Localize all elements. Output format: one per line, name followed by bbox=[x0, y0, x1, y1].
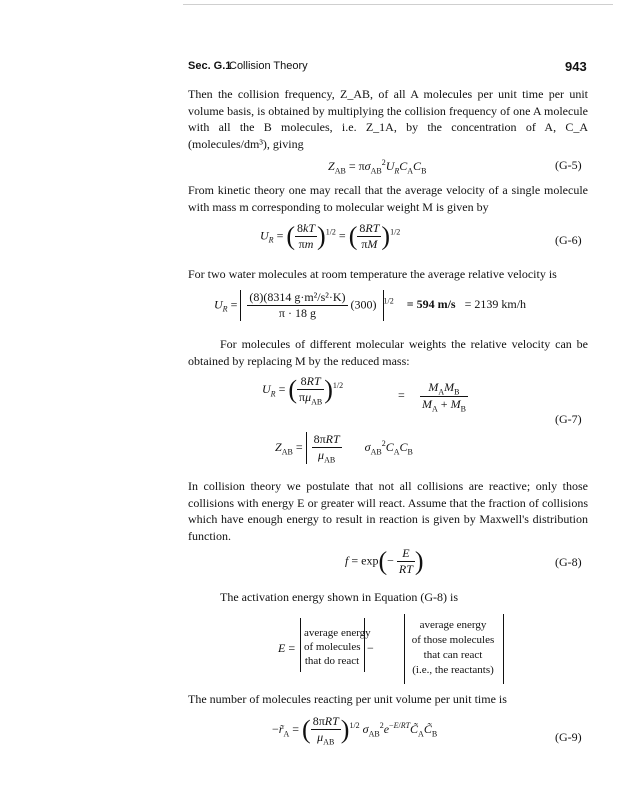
running-title: Collision Theory bbox=[229, 60, 308, 72]
top-rule bbox=[183, 4, 613, 5]
equation-g7-velocity: $U_R$ = ( $\frac{8RT}{\pi\mu_{AB}}$ )$^{1/2}$ bbox=[262, 374, 344, 407]
energy-left-block bbox=[304, 626, 371, 668]
equation-g7-reduced-mass: $\frac{M_AM_B}{M_A + M_B}$ bbox=[422, 380, 466, 414]
equation-number-g5: (G-5) bbox=[555, 158, 582, 172]
energy-right-line-4: (i.e., the reactants) bbox=[412, 664, 494, 676]
equals-sign: = bbox=[398, 388, 405, 402]
paragraph-reaction-rate: The number of molecules reacting per unit volume per unit time is bbox=[188, 692, 507, 706]
energy-left-line-2: of molecules bbox=[304, 641, 361, 653]
energy-left-line-3: that do react bbox=[304, 655, 360, 667]
equation-water-velocity: $U_R$ = $\frac{\text{(8)(8314 g·m²/s²·K)}}{\pi \cdot 18 g}$ (300) $^{1/2}$ = 594 m/s = 2139 km/h bbox=[214, 290, 527, 320]
equation-number-g7: (G-7) bbox=[555, 412, 582, 426]
paragraph-collision-theory: In collision theory we postulate that not all collisions are reactive; only those collisions with energy E or greater will react. Assume that the fraction of collisions which have enough energy to result in reaction is given by Maxwell's distribution function. bbox=[188, 479, 588, 543]
energy-right-line-2: of those molecules bbox=[411, 634, 495, 646]
water-result-kmh: = 2139 km/h bbox=[464, 297, 527, 312]
water-calc-denominator: π · 18 g bbox=[278, 306, 316, 320]
section-label: Sec. G.1 bbox=[188, 60, 232, 72]
energy-right-block bbox=[404, 618, 502, 678]
equation-g8: f = exp(− $\frac{E}{RT}$ ) bbox=[345, 546, 424, 576]
equation-g5: $Z_{AB} = \pi\sigma_{AB}^2U_RC_AC_B$ bbox=[328, 158, 427, 176]
equation-g6: $U_R$ = ( $\frac{8kT}{\pi m}$ )$^{1/2}$ = ( $\frac{8RT}{\pi M}$ )$^{1/2}$ bbox=[260, 221, 401, 251]
energy-right-line-3: that can react bbox=[423, 649, 483, 661]
paragraph-collision-frequency: Then the collision frequency, Z_AB, of all A molecules per unit time per unit volume basis, is obtained by multiplying the collision frequency of one A molecule with all the B molecules, i.e. Z_1A, by the concentration of A, C_A (molecules/dm³), giving bbox=[188, 87, 588, 151]
energy-symbol: E = bbox=[278, 641, 296, 655]
paragraph-water-velocity: For two water molecules at room temperature the average relative velocity is bbox=[188, 267, 557, 281]
paragraph-activation-energy: The activation energy shown in Equation (G-8) is bbox=[220, 590, 459, 604]
water-calc-temperature: (300) bbox=[350, 297, 377, 312]
page-number: 943 bbox=[565, 59, 587, 74]
energy-right-line-1: average energy bbox=[419, 619, 487, 631]
equation-number-g9: (G-9) bbox=[555, 730, 582, 744]
energy-left-line-1: average energy bbox=[304, 627, 371, 639]
water-calc-numerator: (8)(8314 g·m²/s²·K) bbox=[249, 290, 346, 304]
water-result-ms: = 594 m/s bbox=[406, 297, 456, 312]
minus-sign: − bbox=[367, 641, 374, 655]
equation-g9: $-r̃_A$ = ( $\frac{\text{8πRT}}{\mu_{AB}}$ )$^{1/2}$ $\sigma_{AB}^2e^{-E/RT}C̃_AC̃_B$ bbox=[272, 714, 438, 747]
equation-number-g8: (G-8) bbox=[555, 555, 582, 569]
equation-number-g6: (G-6) bbox=[555, 233, 582, 247]
paragraph-reduced-mass: For molecules of different molecular weights the relative velocity can be obtained by replacing M by the reduced mass: bbox=[188, 337, 588, 368]
paragraph-kinetic-theory: From kinetic theory one may recall that the average velocity of a single molecule with mass m corresponding to molecular weight M is given by bbox=[188, 183, 588, 214]
equation-g7-collision: $Z_{AB}$ = $\frac{\text{8πRT}}{\mu_{AB}}$ $\sigma_{AB}^2C_AC_B$ bbox=[275, 432, 413, 465]
